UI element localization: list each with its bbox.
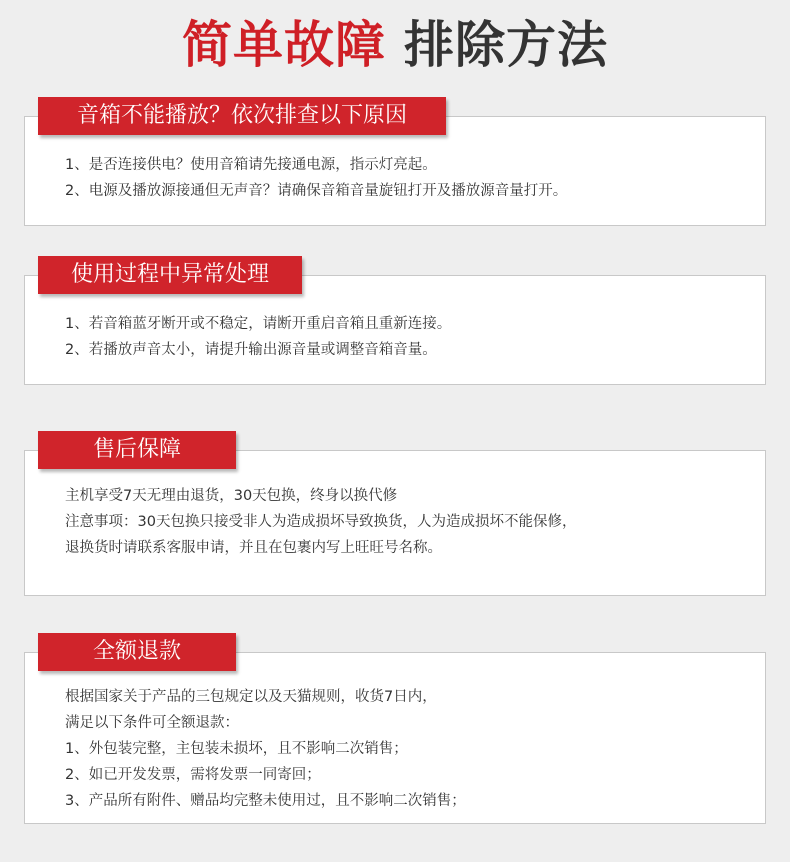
list-item: 主机享受7天无理由退货，30天包换，终身以换代修 xyxy=(65,488,398,504)
list-item: 退换货时请联系客服申请，并且在包裹内写上旺旺号名称。 xyxy=(65,540,442,556)
section-heading-refund: 全额退款 xyxy=(38,633,236,671)
section-body-playback xyxy=(65,152,567,204)
section-body-after-sales xyxy=(65,483,576,561)
list-item: 1、若音箱蓝牙断开或不稳定，请断开重启音箱且重新连接。 xyxy=(65,316,452,332)
list-item: 满足以下条件可全额退款： xyxy=(65,715,239,731)
page-title-highlight: 简单故障 xyxy=(182,16,386,74)
list-item: 1、是否连接供电？使用音箱请先接通电源，指示灯亮起。 xyxy=(65,157,437,173)
list-item: 3、产品所有附件、赠品均完整未使用过，且不影响二次销售； xyxy=(65,793,466,809)
list-item: 1、外包装完整，主包装未损坏，且不影响二次销售； xyxy=(65,741,408,757)
list-item: 2、若播放声音太小，请提升输出源音量或调整音箱音量。 xyxy=(65,342,437,358)
section-body-refund xyxy=(65,684,466,814)
list-item: 注意事项：30天包换只接受非人为造成损坏导致换货，人为造成损坏不能保修， xyxy=(65,514,577,530)
list-item: 2、如已开发发票，需将发票一同寄回； xyxy=(65,767,321,783)
section-body-exceptions xyxy=(65,311,451,363)
section-heading-after-sales: 售后保障 xyxy=(38,431,236,469)
page-title-rest: 排除方法 xyxy=(404,16,608,74)
list-item: 2、电源及播放源接通但无声音？请确保音箱音量旋钮打开及播放源音量打开。 xyxy=(65,183,568,199)
list-item: 根据国家关于产品的三包规定以及天猫规则，收货7日内， xyxy=(65,689,437,705)
section-heading-playback: 音箱不能播放？依次排查以下原因 xyxy=(38,97,446,135)
page-title xyxy=(0,14,790,76)
section-heading-exceptions: 使用过程中异常处理 xyxy=(38,256,302,294)
